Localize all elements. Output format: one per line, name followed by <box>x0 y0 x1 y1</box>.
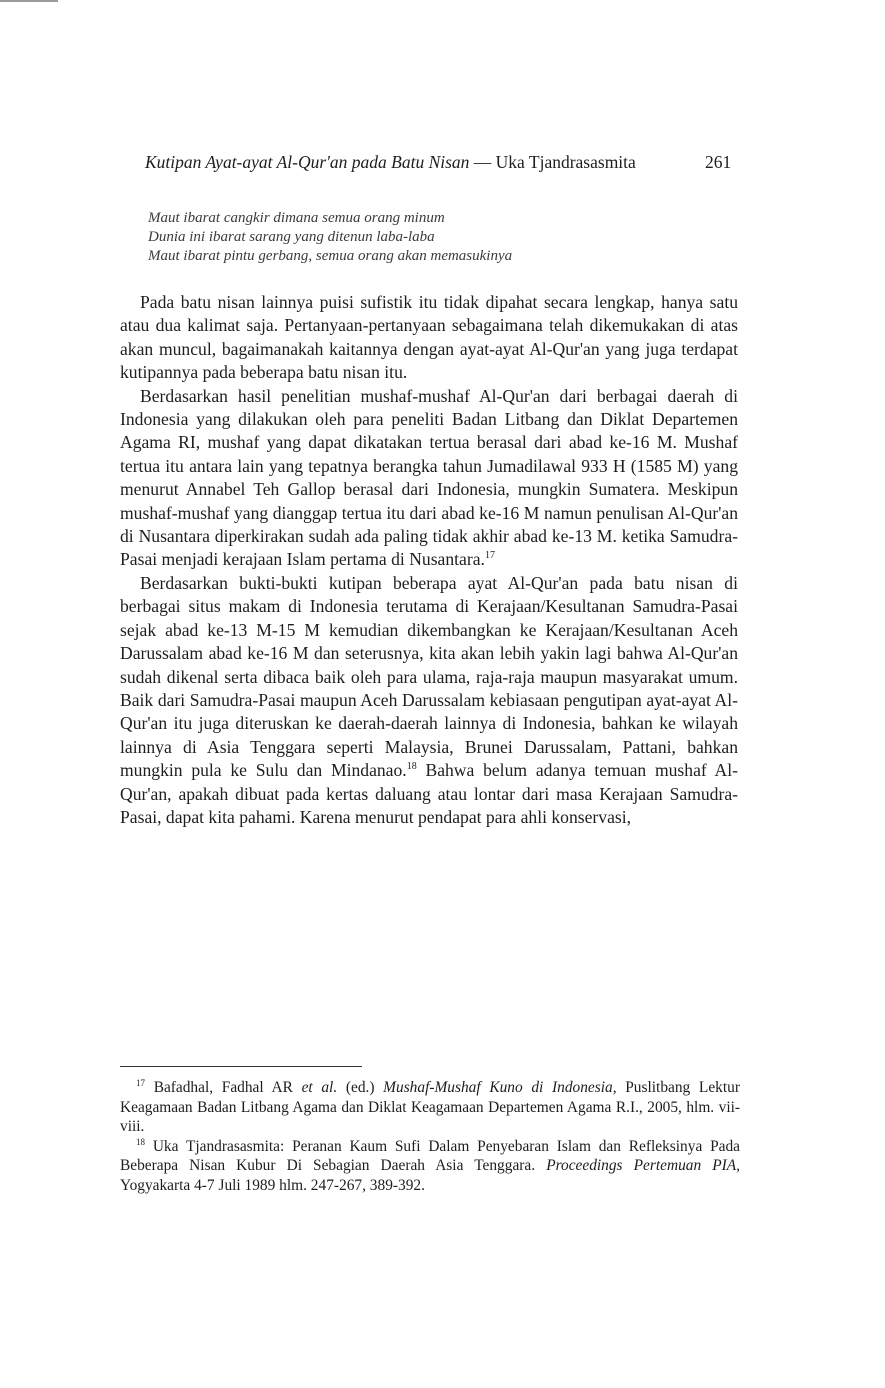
paragraph-text: Pada batu nisan lainnya puisi sufistik itu tidak dipahat secara lengkap, hanya satu atau dua kalimat saja. Pertanyaan-pertanyaan sebagaimana telah dikemukakan di atas akan muncul, bagaimanakah kaitannya dengan ayat-ayat Al-Qur'an yang juga terdapat kutipannya pada beberapa batu nisan itu. <box>120 292 738 383</box>
header-title: Kutipan Ayat-ayat Al-Qur'an pada Batu Nisan <box>145 152 470 172</box>
header-author: Uka Tjandrasasmita <box>495 152 636 172</box>
paragraph <box>120 385 738 572</box>
paragraph-text: Berdasarkan hasil penelitian mushaf-mushaf Al-Qur'an dari berbagai daerah di Indonesia yang dilakukan oleh para peneliti Badan Litbang dan Diklat Departemen Agama RI, mushaf yang dapat dikatakan tertua berasal dari abad ke-16 M. Mushaf tertua itu antara lain yang tepatnya berangka tahun Jumadilawal 933 H (1585 M) yang menurut Annabel Teh Gallop berasal dari Indonesia, mungkin Sumatera. Meskipun mushaf-mushaf yang dianggap tertua itu dari abad ke-16 M namun penulisan Al-Qur'an di Nusantara diperkirakan sudah ada paling tidak akhir abad ke-13 M. ketika Samudra-Pasai menjadi kerajaan Islam pertama di Nusantara. <box>120 385 738 570</box>
footnote-title: Mushaf-Mushaf Kuno di Indonesia, <box>383 1079 617 1096</box>
scan-edge-mark <box>0 0 58 2</box>
running-header <box>145 151 745 173</box>
body-text <box>120 291 738 829</box>
footnote-etal: et al. <box>301 1079 338 1096</box>
footnote-authors: Bafadhal, Fadhal AR <box>153 1079 293 1096</box>
footnote-17 <box>120 1078 740 1137</box>
footnotes <box>120 1078 740 1196</box>
footnote-text: Uka Tjandrasasmita: Peranan Kaum Sufi Dalam Penyebaran Islam dan Refleksinya Pada Beberapa Nisan Kubur Di Sebagian Daerah Asia Tenggara. <box>120 1137 740 1175</box>
footnote-mark: 17 <box>136 1078 145 1088</box>
footnote-mark: 18 <box>136 1136 145 1147</box>
footnote-18 <box>120 1137 740 1196</box>
footnote-ref-18[interactable]: 18 <box>406 761 417 773</box>
footnote-rest: Yogyakarta 4-7 Juli 1989 hlm. 247-267, 389-392. <box>120 1176 425 1194</box>
poem-quote <box>148 209 748 266</box>
poem-line: Maut ibarat cangkir dimana semua orang minum <box>148 210 445 226</box>
footnote-ed: (ed.) <box>345 1079 375 1096</box>
footnote-ref-17[interactable]: 17 <box>484 550 495 562</box>
paragraph-text: Berdasarkan bukti-bukti kutipan beberapa ayat Al-Qur'an pada batu nisan di berbagai situs makam di Indonesia terutama di Kerajaan/Kesultanan Samudra-Pasai sejak abad ke-13 M-15 M kemudian dikembangkan ke Kerajaan/Kesultanan Aceh Darussalam abad ke-16 M dan seterusnya, kita akan lebih yakin lagi bahwa Al-Qur'an sudah dikenal serta dibaca baik oleh para ulama, raja-raja maupun masyarakat umum. Baik dari Samudra-Pasai maupun Aceh Darussalam kebiasaan pengutipan ayat-ayat Al-Qur'an itu juga diteruskan ke daerah-daerah lainnya di Indonesia, bahkan ke wilayah lainnya di Asia Tenggara seperti Malaysia, Brunei Darussalam, Pattani, bahkan mungkin pula ke Sulu dan Mindanao. <box>120 572 738 781</box>
header-separator: — <box>469 152 496 172</box>
page-number: 261 <box>705 152 732 172</box>
paragraph-text: Bahwa belum adanya temuan mushaf Al-Qur'an, apakah dibuat pada kertas daluang atau lontar dari masa Kerajaan Samudra-Pasai, dapat kita pahami. Karena menurut pendapat para ahli konservasi, <box>120 760 738 827</box>
footnote-rest: Puslitbang Lektur Keagamaan Badan Litbang Agama dan Diklat Keagamaan Departemen Agama R.I., 2005, hlm. vii-viii. <box>120 1079 740 1136</box>
paragraph <box>120 291 738 385</box>
paragraph <box>120 572 738 829</box>
poem-line: Dunia ini ibarat sarang yang ditenun laba-laba <box>148 229 435 245</box>
poem-line: Maut ibarat pintu gerbang, semua orang akan memasukinya <box>148 248 513 264</box>
footnote-divider <box>120 1066 362 1067</box>
footnote-journal: Proceedings Pertemuan PIA, <box>546 1157 741 1175</box>
